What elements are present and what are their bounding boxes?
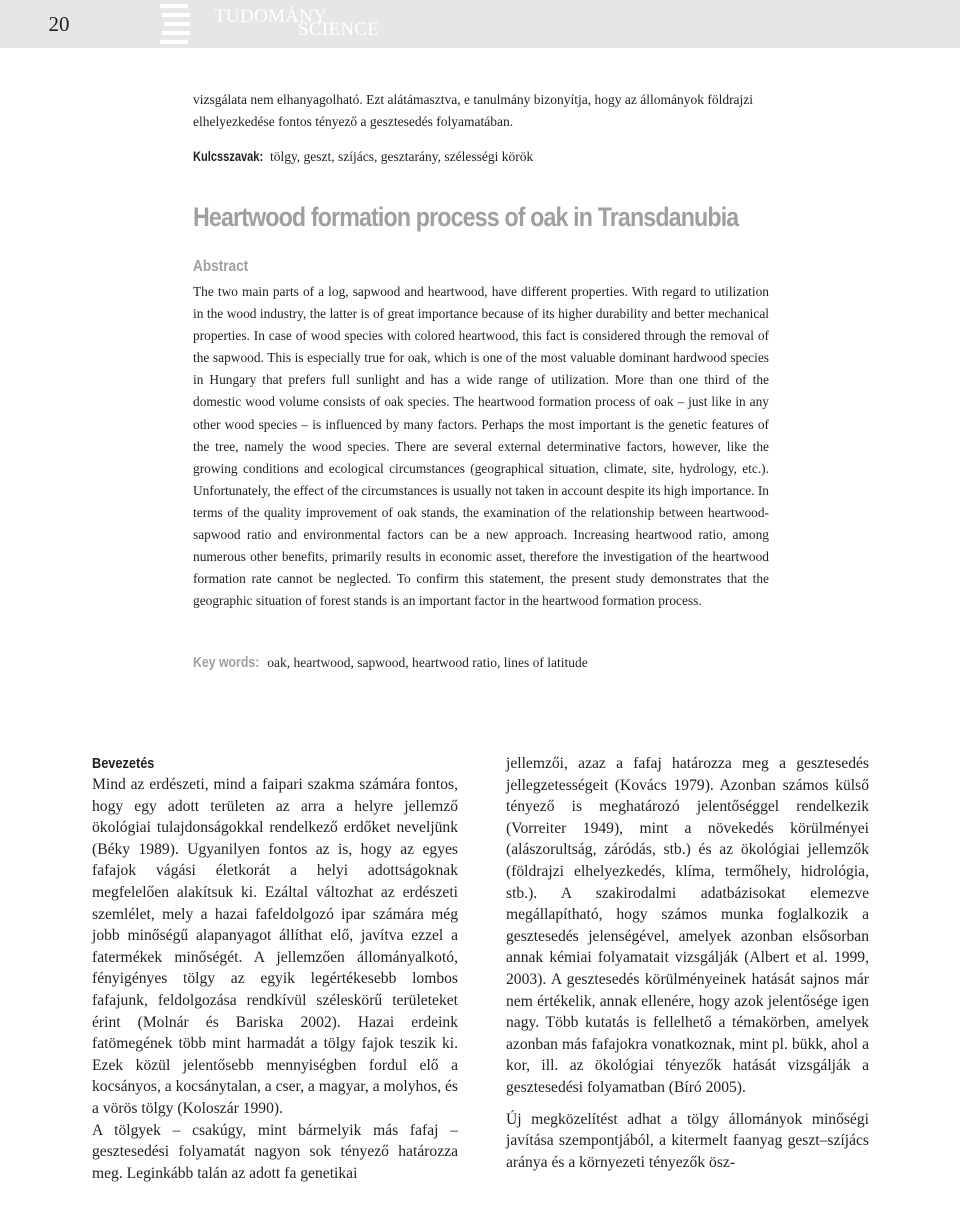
left-column	[92, 753, 458, 1184]
keywords-text-hu: tölgy, geszt, szíjács, gesztarány, szélességi körök	[269, 149, 534, 164]
left-paragraph-1: Mind az erdészeti, mind a faipari szakma számára fontos, hogy egy adott területen az arra a helyre jellemző ökológiai tulajdonságokkal rendelkező erdőket neveljünk (Béky 1989). Ugyanilyen fontos az is, hogy az egyes fafajok vágási életkorát a helyi adottságoknak megfelelően alakítsuk ki. Ezáltal változhat az erdészeti szemlélet, mely a hazai fafeldolgozó ipar számára még jobb minőségű alapanyagot állíthat elő, javítva ezzel a fatermékek minőségét. A jellemzően állományalkotó, fényigényes tölgy az egyik legértékesebb lombos fafajunk, feldolgozása rendkívül széleskörű területeket érint (Molnár és Bariska 2002). Hazai erdeink fatömegének több mint harmadát a tölgy fajok teszik ki. Ezek közül jelentősebb mennyiségben fordul elő a kocsányos, a kocsánytalan, a cser, a magyar, a molyhos, és a vörös tölgy (Koloszár 1990).	[92, 776, 458, 1117]
header-stripes-icon	[160, 0, 190, 48]
right-paragraph-2: Új megközelítést adhat a tölgy állományok minőségi javítása szempontjából, a kitermelt faanyag geszt–szíjács aránya és a környezeti tényezők ösz-	[506, 1110, 869, 1171]
right-column	[506, 753, 869, 1173]
keywords-label-en: Key words:	[193, 654, 260, 671]
section-heading: Bevezetés	[92, 755, 155, 772]
page-header	[0, 0, 960, 48]
header-subtitle: SCIENCE	[298, 19, 380, 40]
english-title: Heartwood formation process of oak in Transdanubia	[193, 202, 739, 232]
english-keywords	[193, 652, 793, 674]
hungarian-abstract-end: vizsgálata nem elhanyagolható. Ezt alátámasztva, e tanulmány bizonyítja, hogy az állományok földrajzi elhelyezkedése fontos tényező a gesztesedés folyamatában.	[193, 92, 754, 129]
left-paragraph-2: A tölgyek – csakúgy, mint bármelyik más fafaj – gesztesedési folyamatát nagyon sok tényező határozza meg. Leginkább talán az adott fa genetikai	[92, 1121, 458, 1182]
english-abstract: The two main parts of a log, sapwood and heartwood, have different properties. With regard to utilization in the wood industry, the latter is of great importance because of its higher durability and better mechanical properties. In case of wood species with colored heartwood, this fact is considered through the removal of the sapwood. This is especially true for oak, which is one of the most valuable dominant hardwood species in Hungary that prefers full sunlight and has a wide range of utilization. More than one third of the domestic wood volume consists of oak species. The heartwood formation process of oak – just like in any other wood species – is influenced by many factors. Perhaps the most important is the genetic features of the tree, namely the wood species. There are several external determinative factors, however, like the growing conditions and ecological circumstances (geographical situation, climate, site, hydrology, etc.). Unfortunately, the effect of the circumstances is usually not taken in account despite its high importance. In terms of the quality improvement of oak stands, the examination of the relationship between heartwood-sapwood ratio and environmental factors can be a new approach. Increasing heartwood ratio, among numerous other benefits, primarily results in economic asset, therefore the investigation of the heartwood formation rate cannot be neglected. To confirm this statement, the present study demonstrates that the geographic situation of forest stands is an important factor in the heartwood formation process.	[193, 284, 769, 609]
right-paragraph-1: jellemzői, azaz a fafaj határozza meg a gesztesedés jellegzetességeit (Kovács 1979). Azonban számos külső tényező is meghatározó jelentőséggel rendelkezik (Vorreiter 1949), mint a növekedés körülményei (alászorultság, záródás, stb.) és az ökológiai jellemzők (földrajzi elhelyezkedés, klíma, termőhely, hidrológia, stb.). A szakirodalmi adatbázisokat elemezve megállapítható, hogy számos munka foglalkozik a gesztesedés jelenségével, amelyek azonban elsősorban annak kémiai folyamatait vizsgálják (Albert et al. 1999, 2003). A gesztesedés körülményeinek hatását sajnos már nem értékelik, annak ellenére, hogy azok jelentősége igen nagy. Több kutatás is fellelhető a témakörben, amelyek azonban más fafajokra vonatkoznak, mint pl. bükk, ahol a kor, ill. az ökológiai tényezők hatását vizsgálják a gesztesedési folyamatban (Bíró 2005).	[506, 755, 869, 1096]
page-number: 20	[48, 11, 70, 36]
keywords-label-hu: Kulcsszavak:	[193, 149, 264, 164]
keywords-text-en: oak, heartwood, sapwood, heartwood ratio, lines of latitude	[267, 655, 588, 670]
hungarian-keywords	[193, 147, 793, 167]
header-title: TUDOMÁNY	[214, 6, 328, 27]
abstract-heading: Abstract	[193, 258, 249, 275]
